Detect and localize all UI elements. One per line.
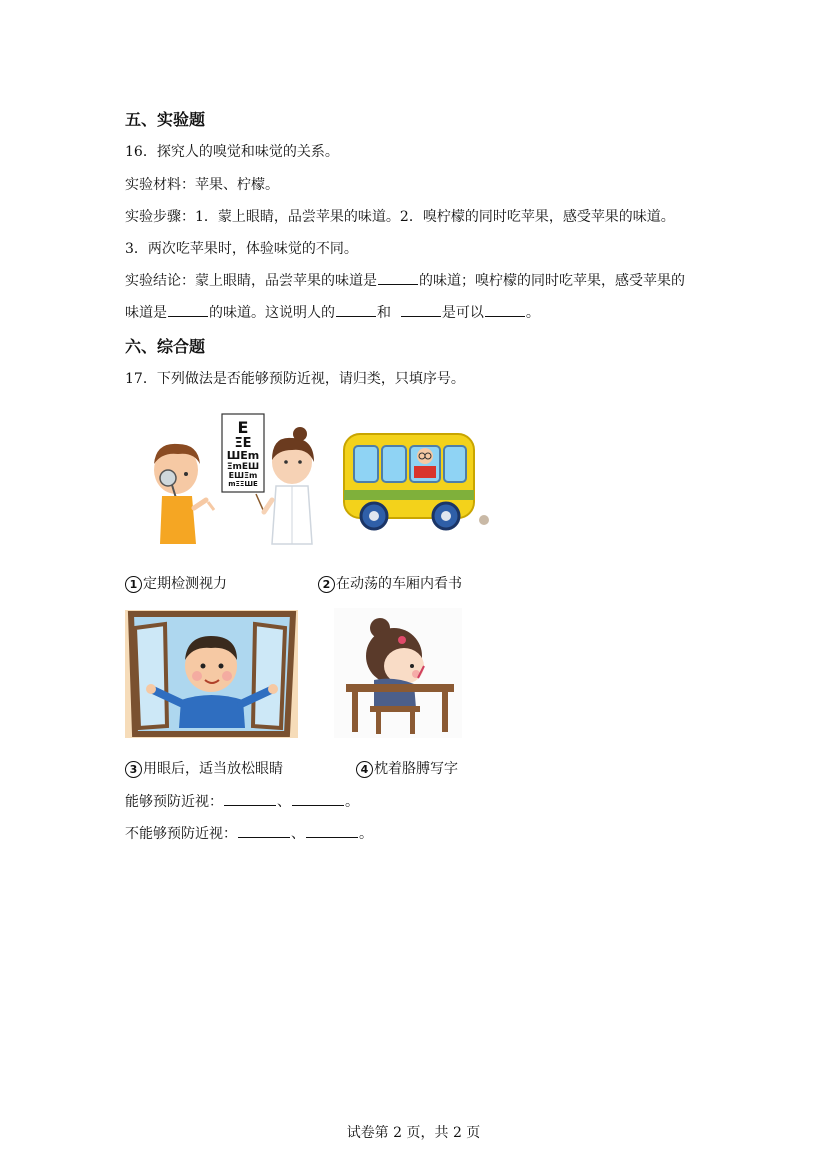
experiment-conclusion-line1: [125, 270, 685, 290]
number-circle: 1: [125, 576, 142, 593]
caption-text: 定期检测视力: [143, 576, 227, 592]
girl-writing-illustration: [334, 608, 462, 738]
cannot-prevent-label: 不能够预防近视：: [125, 826, 237, 842]
question-16-stem: 16．探究人的嗅觉和味觉的关系。: [125, 144, 339, 160]
caption-text: 用眼后，适当放松眼睛: [143, 761, 283, 777]
answer-blank[interactable]: [238, 825, 290, 838]
answer-blank[interactable]: [306, 825, 358, 838]
caption-text: 在动荡的车厢内看书: [336, 576, 462, 592]
caption-3: [125, 758, 283, 778]
eye-chart-row: ΞmEШ: [226, 462, 260, 472]
eye-chart-row: mΞΞШE: [228, 480, 258, 488]
answer-blank[interactable]: [485, 304, 525, 317]
eye-chart-row: ШEm: [226, 449, 260, 462]
answer-blank[interactable]: [168, 304, 208, 317]
answer-blank[interactable]: [224, 793, 276, 806]
eye-chart-row: E: [237, 418, 249, 437]
separator: 、: [277, 794, 291, 810]
bus-reading-illustration: [338, 430, 494, 534]
conclusion-text-d: 的味道。这说明人的: [209, 305, 335, 321]
answer-blank[interactable]: [292, 793, 344, 806]
caption-2: [318, 573, 462, 593]
answer-blank[interactable]: [401, 304, 441, 317]
eye-test-illustration: [148, 412, 320, 550]
caption-text: 枕着胳膊写字: [374, 761, 458, 777]
experiment-conclusion-line2: [125, 302, 540, 322]
number-circle: 2: [318, 576, 335, 593]
conclusion-text-e: 和: [377, 305, 391, 321]
experiment-steps-line2: 3．两次吃苹果时，体验味觉的不同。: [125, 241, 358, 257]
answer-blank[interactable]: [336, 304, 376, 317]
page-footer: 试卷第 2 页，共 2 页: [346, 1125, 481, 1141]
conclusion-text-a: 实验结论：蒙上眼睛，品尝苹果的味道是: [125, 273, 377, 289]
period: 。: [359, 826, 373, 842]
conclusion-text-c: 味道是: [125, 305, 167, 321]
caption-1: [125, 573, 227, 593]
answer-blank[interactable]: [378, 272, 418, 285]
number-circle: 3: [125, 761, 142, 778]
eye-chart-row: ΞE: [234, 436, 252, 451]
can-prevent-row: [125, 791, 359, 811]
section-title-experiment: 五、实验题: [125, 110, 206, 129]
cannot-prevent-row: [125, 823, 373, 843]
eye-chart-row: EШΞm: [228, 471, 258, 480]
question-17-stem: 17．下列做法是否能够预防近视，请归类，只填序号。: [125, 371, 465, 387]
number-circle: 4: [356, 761, 373, 778]
period: 。: [345, 794, 359, 810]
separator: 、: [291, 826, 305, 842]
can-prevent-label: 能够预防近视：: [125, 794, 223, 810]
conclusion-text-g: 。: [525, 305, 540, 321]
section-title-comprehensive: 六、综合题: [125, 337, 206, 356]
conclusion-text-f: 是可以: [441, 305, 484, 321]
caption-4: [356, 758, 458, 778]
experiment-materials: 实验材料：苹果、柠檬。: [125, 177, 279, 193]
experiment-steps-line1: 实验步骤：1．蒙上眼睛，品尝苹果的味道。2．嗅柠檬的同时吃苹果，感受苹果的味道。: [125, 209, 675, 225]
conclusion-text-b: 的味道；嗅柠檬的同时吃苹果，感受苹果的: [419, 273, 685, 289]
window-relax-illustration: [125, 610, 298, 738]
